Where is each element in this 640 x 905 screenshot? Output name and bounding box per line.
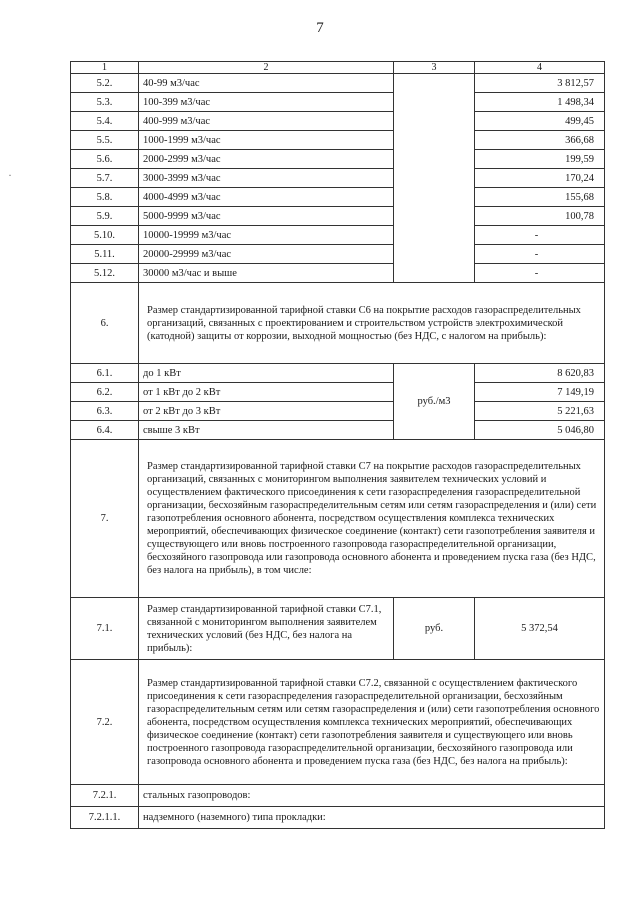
page-number: 7: [316, 20, 324, 36]
header-row: [71, 62, 605, 74]
row-number: 7.1.: [71, 598, 139, 660]
row-value: 7 149,19: [475, 383, 605, 402]
table-row: [71, 131, 605, 150]
row-value: 5 372,54: [475, 598, 605, 660]
row-label: 4000-4999 м3/час: [139, 188, 394, 207]
row-value: -: [475, 264, 605, 283]
unit-cell-rub: руб.: [394, 598, 475, 660]
table-row-section-7-1: [71, 598, 605, 660]
row-number: 6.3.: [71, 402, 139, 421]
header-cell-2: 2: [139, 62, 394, 74]
row-number: 5.5.: [71, 131, 139, 150]
row-label: 10000-19999 м3/час: [139, 226, 394, 245]
row-number: 5.9.: [71, 207, 139, 226]
tariff-table: [70, 61, 605, 829]
row-value: -: [475, 226, 605, 245]
row-number: 7.: [71, 440, 139, 598]
row-number: 5.10.: [71, 226, 139, 245]
table-row: [71, 74, 605, 93]
table-row-section-6: [71, 283, 605, 364]
row-number: 7.2.1.: [71, 785, 139, 807]
table-row: [71, 785, 605, 807]
row-value: 499,45: [475, 112, 605, 131]
row-label: 2000-2999 м3/час: [139, 150, 394, 169]
section-7-1-description: Размер стандартизированной тарифной ставки С7.1, связанной с мониторингом выполнения заявителем технических условий (без НДС, без налога на прибыль):: [139, 598, 394, 660]
header-cell-1: 1: [71, 62, 139, 74]
row-number: 7.2.1.1.: [71, 807, 139, 829]
row-number: 5.12.: [71, 264, 139, 283]
row-value: 5 221,63: [475, 402, 605, 421]
section-7-2-description: Размер стандартизированной тарифной ставки С7.2, связанной с осуществлением фактического присоединения к сети газораспределения газораспределительной организации, бесхозяйным газораспределительным сетям или сетям газораспределения и (или) сети газопотребления основного абонента, посредством осуществления комплекса технических мероприятий, обеспечивающих физическое соединение (контакт) сети газопотребления заявителя и существующего или вновь построенного газопровода газораспределительной организации, бесхозяйного газопровода или газопровода основного абонента и проведением пуска газа (без НДС, без налога на прибыль):: [139, 660, 605, 785]
row-label: 5000-9999 м3/час: [139, 207, 394, 226]
table-row: [71, 207, 605, 226]
row-label: надземного (наземного) типа прокладки:: [139, 807, 605, 829]
row-value: 8 620,83: [475, 364, 605, 383]
row-number: 6.: [71, 283, 139, 364]
row-label: стальных газопроводов:: [139, 785, 605, 807]
row-number: 6.4.: [71, 421, 139, 440]
row-number: 7.2.: [71, 660, 139, 785]
row-number: 5.7.: [71, 169, 139, 188]
row-label: 30000 м3/час и выше: [139, 264, 394, 283]
header-cell-4: 4: [475, 62, 605, 74]
row-value: 100,78: [475, 207, 605, 226]
row-label: свыше 3 кВт: [139, 421, 394, 440]
table-row: [71, 383, 605, 402]
table-row: [71, 93, 605, 112]
row-label: 1000-1999 м3/час: [139, 131, 394, 150]
row-number: 5.8.: [71, 188, 139, 207]
row-label: 20000-29999 м3/час: [139, 245, 394, 264]
row-number: 5.2.: [71, 74, 139, 93]
row-number: 5.11.: [71, 245, 139, 264]
row-value: 199,59: [475, 150, 605, 169]
row-number: 5.6.: [71, 150, 139, 169]
row-value: 366,68: [475, 131, 605, 150]
row-label: 40-99 м3/час: [139, 74, 394, 93]
table-row: [71, 169, 605, 188]
row-label: от 2 кВт до 3 кВт: [139, 402, 394, 421]
table-row: [71, 188, 605, 207]
stray-mark: ·: [8, 168, 12, 182]
row-value: 170,24: [475, 169, 605, 188]
table-row-section-7: [71, 440, 605, 598]
row-number: 5.4.: [71, 112, 139, 131]
table-row-section-7-2: [71, 660, 605, 785]
header-cell-3: 3: [394, 62, 475, 74]
row-value: 5 046,80: [475, 421, 605, 440]
row-label: 100-399 м3/час: [139, 93, 394, 112]
row-label: 400-999 м3/час: [139, 112, 394, 131]
table-row: [71, 402, 605, 421]
unit-cell-empty: [394, 74, 475, 283]
table-row: [71, 364, 605, 383]
table-row: [71, 807, 605, 829]
row-value: 155,68: [475, 188, 605, 207]
table-row: [71, 226, 605, 245]
table-row: [71, 264, 605, 283]
row-value: 3 812,57: [475, 74, 605, 93]
row-label: от 1 кВт до 2 кВт: [139, 383, 394, 402]
row-number: 6.1.: [71, 364, 139, 383]
table-row: [71, 112, 605, 131]
table-row: [71, 150, 605, 169]
section-7-description: Размер стандартизированной тарифной ставки С7 на покрытие расходов газораспределительных организаций, связанных с мониторингом выполнения заявителем технических условий и осуществлением фактического присоединения к сети газораспределения газораспределительной организации, бесхозяйным газораспределительным сетям или сетям газораспределения и (или) сети газопотребления основного абонента, посредством осуществления комплекса технических мероприятий, обеспечивающих физическое соединение (контакт) сети газопотребления заявителя и существующего или вновь построенного газопровода газораспределительной организации, бесхозяйного газопровода или газопровода основного абонента и проведением пуска газа (без НДС, без налога на прибыль), в том числе:: [139, 440, 605, 598]
table-row: [71, 421, 605, 440]
row-number: 5.3.: [71, 93, 139, 112]
row-label: до 1 кВт: [139, 364, 394, 383]
row-label: 3000-3999 м3/час: [139, 169, 394, 188]
row-value: 1 498,34: [475, 93, 605, 112]
unit-cell-rub-m3: руб./м3: [394, 364, 475, 440]
row-number: 6.2.: [71, 383, 139, 402]
section-6-description: Размер стандартизированной тарифной ставки С6 на покрытие расходов газораспределительных организаций, связанных с проектированием и строительством устройств электрохимической (катодной) защиты от коррозии, выходной мощностью (без НДС, с налогом на прибыль):: [139, 283, 605, 364]
row-value: -: [475, 245, 605, 264]
table-row: [71, 245, 605, 264]
